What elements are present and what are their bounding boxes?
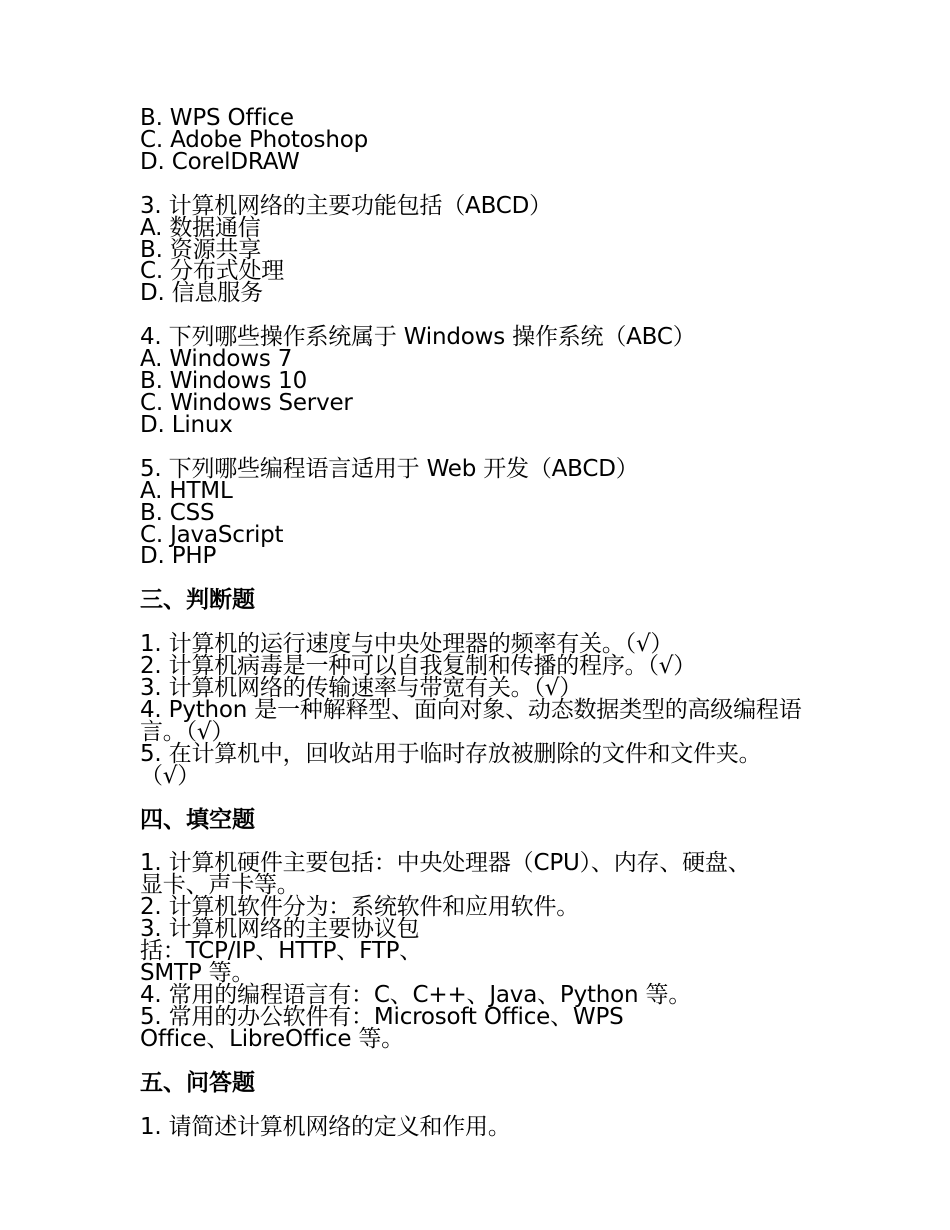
option-d: D. Linux bbox=[140, 411, 233, 438]
section-heading-fill: 四、填空题 bbox=[140, 806, 255, 833]
judge-item: 5. 在计算机中，回收站用于临时存放被删除的文件和文件夹。（√） bbox=[140, 740, 762, 789]
judge-item: 2. 计算机病毒是一种可以自我复制和传播的程序。（√） bbox=[140, 653, 697, 680]
judge-item: 1. 计算机的运行速度与中央处理器的频率有关。（√） bbox=[140, 631, 674, 658]
fill-item: 2. 计算机软件分为：系统软件和应用软件。 bbox=[140, 894, 580, 921]
option-c: C. Windows Server bbox=[140, 389, 353, 416]
judge-item: 4. Python 是一种解释型、面向对象、动态数据类型的高级编程语言。（√） bbox=[140, 696, 802, 745]
section-heading-qa: 五、问答题 bbox=[140, 1069, 255, 1096]
question-stem: 5. 下列哪些编程语言适用于 Web 开发（ABCD） bbox=[140, 455, 639, 482]
fill-item: 3. 计算机网络的主要协议包括：TCP/IP、HTTP、FTP、SMTP 等。 bbox=[140, 916, 423, 986]
option-d: D. PHP bbox=[140, 543, 217, 570]
question-stem: 4. 下列哪些操作系统属于 Windows 操作系统（ABC） bbox=[140, 324, 696, 351]
option-b: B. Windows 10 bbox=[140, 368, 308, 395]
fill-item: 1. 计算机硬件主要包括：中央处理器（CPU）、内存、硬盘、显卡、声卡等。 bbox=[140, 850, 751, 899]
section-heading-judge: 三、判断题 bbox=[140, 587, 255, 614]
option-b: B. 资源共享 bbox=[140, 236, 262, 263]
option-b: B. WPS Office bbox=[140, 105, 294, 131]
option-c: C. Adobe Photoshop bbox=[140, 126, 368, 153]
qa-list bbox=[140, 1113, 820, 1140]
option-d: D. 信息服务 bbox=[140, 280, 263, 307]
option-a: A. Windows 7 bbox=[140, 346, 293, 373]
question-5 bbox=[140, 455, 820, 570]
qa-item: 1. 请简述计算机网络的定义和作用。 bbox=[140, 1113, 511, 1140]
judge-item: 3. 计算机网络的传输速率与带宽有关。（√） bbox=[140, 675, 583, 702]
option-b: B. CSS bbox=[140, 499, 215, 526]
question-2-options bbox=[140, 105, 820, 175]
judge-list bbox=[140, 631, 820, 789]
fill-item: 4. 常用的编程语言有：C、C++、Java、Python 等。 bbox=[140, 981, 692, 1008]
fill-list bbox=[140, 850, 820, 1052]
question-4 bbox=[140, 324, 820, 438]
fill-item: 5. 常用的办公软件有：Microsoft Office、WPS Office、LibreOffice 等。 bbox=[140, 1003, 624, 1052]
option-c: C. 分布式处理 bbox=[140, 258, 285, 285]
document-page bbox=[140, 105, 820, 1140]
option-a: A. HTML bbox=[140, 477, 233, 504]
option-d: D. CorelDRAW bbox=[140, 148, 300, 175]
question-stem: 3. 计算机网络的主要功能包括（ABCD） bbox=[140, 192, 552, 219]
option-a: A. 数据通信 bbox=[140, 214, 261, 241]
option-c: C. JavaScript bbox=[140, 521, 284, 548]
question-3 bbox=[140, 192, 820, 307]
